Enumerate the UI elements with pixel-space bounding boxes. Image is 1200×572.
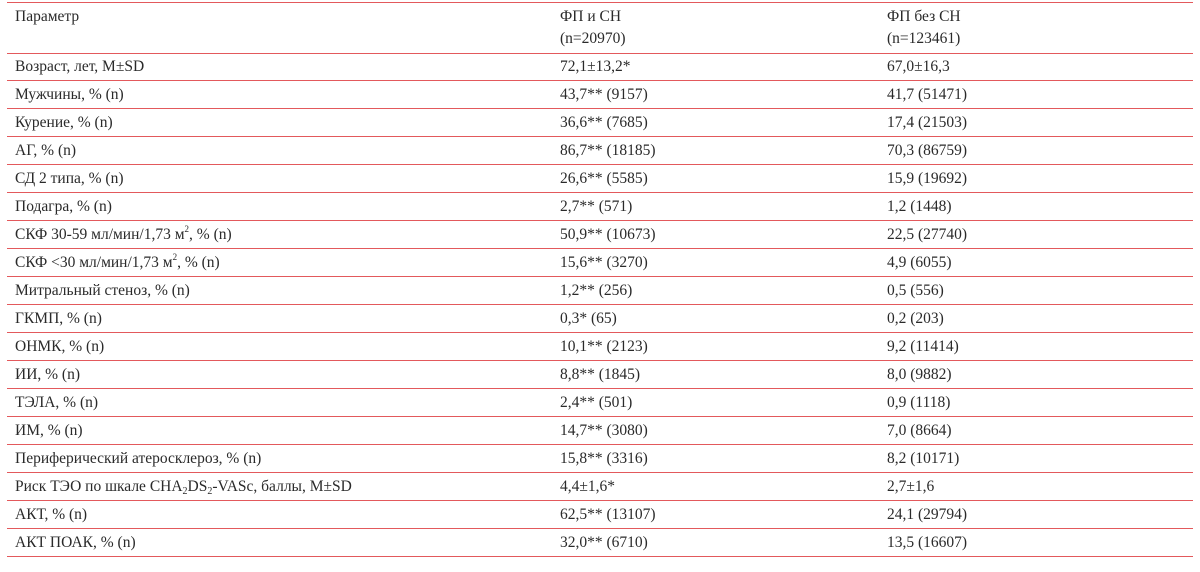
af-no-hf-value: 13,5 (16607) — [887, 534, 968, 551]
table-row — [7, 249, 1193, 277]
af-hf-value: 72,1±13,2* — [560, 58, 631, 75]
af-hf-value: 86,7** (18185) — [560, 142, 656, 159]
table-row — [7, 445, 1193, 473]
param-cell: СКФ 30-59 мл/мин/1,73 $м^2$, % (n) — [15, 224, 232, 243]
table-row — [7, 361, 1193, 389]
table-row — [7, 165, 1193, 193]
af-no-hf-value: 0,2 (203) — [887, 310, 944, 327]
af-hf-value: 0,3* (65) — [560, 310, 617, 327]
param-cell: ИИ, % (n) — [15, 366, 80, 383]
af-hf-value: 15,8** (3316) — [560, 450, 648, 467]
header-af-no-hf-label: ФП без СН — [887, 8, 961, 25]
af-hf-value: 8,8** (1845) — [560, 366, 641, 383]
af-hf-value: 2,7** (571) — [560, 198, 633, 215]
af-hf-value: 62,5** (13107) — [560, 506, 656, 523]
header-af-hf — [560, 6, 626, 50]
af-no-hf-value: 0,9 (1118) — [887, 394, 951, 411]
af-no-hf-value: 41,7 (51471) — [887, 86, 968, 103]
table-row — [7, 81, 1193, 109]
af-hf-value: 50,9** (10673) — [560, 226, 656, 243]
param-cell: АГ, % (n) — [15, 142, 77, 159]
af-hf-value: 4,4±1,6* — [560, 478, 616, 495]
table-row — [7, 529, 1193, 557]
table-row — [7, 305, 1193, 333]
af-no-hf-value: 8,2 (10171) — [887, 450, 960, 467]
table-row — [7, 389, 1193, 417]
af-no-hf-value: 0,5 (556) — [887, 282, 944, 299]
af-hf-value: 10,1** (2123) — [560, 338, 648, 355]
param-cell: ТЭЛА, % (n) — [15, 394, 99, 411]
table-row — [7, 417, 1193, 445]
param-cell: ГКМП, % (n) — [15, 310, 102, 327]
table-header-row — [7, 2, 1193, 54]
af-hf-value: 32,0** (6710) — [560, 534, 648, 551]
table-row — [7, 221, 1193, 249]
param-cell: Курение, % (n) — [15, 114, 113, 131]
table-row — [7, 473, 1193, 501]
af-no-hf-value: 2,7±1,6 — [887, 478, 935, 495]
param-cell: Периферический атеросклероз, % (n) — [15, 450, 262, 467]
table-row — [7, 501, 1193, 529]
param-cell: СКФ <30 мл/мин/1,73 $м^2$, % (n) — [15, 252, 220, 271]
param-cell: Риск ТЭО по шкале $CHA_2DS_2$-VASc, баллы, M±SD — [15, 478, 352, 497]
param-cell: АКТ, % (n) — [15, 506, 88, 523]
header-af-hf-n: (n=20970) — [560, 30, 626, 47]
header-af-no-hf — [887, 6, 961, 50]
param-cell: Возраст, лет, M±SD — [15, 58, 145, 75]
table-row — [7, 53, 1193, 81]
af-no-hf-value: 70,3 (86759) — [887, 142, 968, 159]
af-no-hf-value: 24,1 (29794) — [887, 506, 968, 523]
param-cell: СД 2 типа, % (n) — [15, 170, 124, 187]
header-af-no-hf-n: (n=123461) — [887, 30, 961, 47]
table-row — [7, 277, 1193, 305]
param-cell: Митральный стеноз, % (n) — [15, 282, 190, 299]
af-no-hf-value: 8,0 (9882) — [887, 366, 952, 383]
param-cell: Мужчины, % (n) — [15, 86, 124, 103]
af-hf-value: 1,2** (256) — [560, 282, 633, 299]
header-parameter — [15, 6, 79, 28]
header-parameter-label: Параметр — [15, 8, 80, 25]
param-cell: АКТ ПОАК, % (n) — [15, 534, 136, 551]
af-hf-value: 15,6** (3270) — [560, 254, 648, 271]
af-hf-value: 43,7** (9157) — [560, 86, 648, 103]
af-hf-value: 26,6** (5585) — [560, 170, 648, 187]
param-cell: ИМ, % (n) — [15, 422, 83, 439]
af-no-hf-value: 22,5 (27740) — [887, 226, 968, 243]
af-no-hf-value: 67,0±16,3 — [887, 58, 950, 75]
af-no-hf-value: 4,9 (6055) — [887, 254, 952, 271]
param-cell: ОНМК, % (n) — [15, 338, 105, 355]
af-no-hf-value: 9,2 (11414) — [887, 338, 959, 355]
table-row — [7, 333, 1193, 361]
param-cell: Подагра, % (n) — [15, 198, 112, 215]
af-no-hf-value: 15,9 (19692) — [887, 170, 968, 187]
header-af-hf-label: ФП и СН — [560, 8, 622, 25]
af-hf-value: 36,6** (7685) — [560, 114, 648, 131]
af-hf-value: 2,4** (501) — [560, 394, 633, 411]
af-no-hf-value: 7,0 (8664) — [887, 422, 952, 439]
af-no-hf-value: 17,4 (21503) — [887, 114, 968, 131]
table-row — [7, 109, 1193, 137]
table-row — [7, 137, 1193, 165]
table-row — [7, 193, 1193, 221]
af-no-hf-value: 1,2 (1448) — [887, 198, 952, 215]
af-hf-value: 14,7** (3080) — [560, 422, 648, 439]
